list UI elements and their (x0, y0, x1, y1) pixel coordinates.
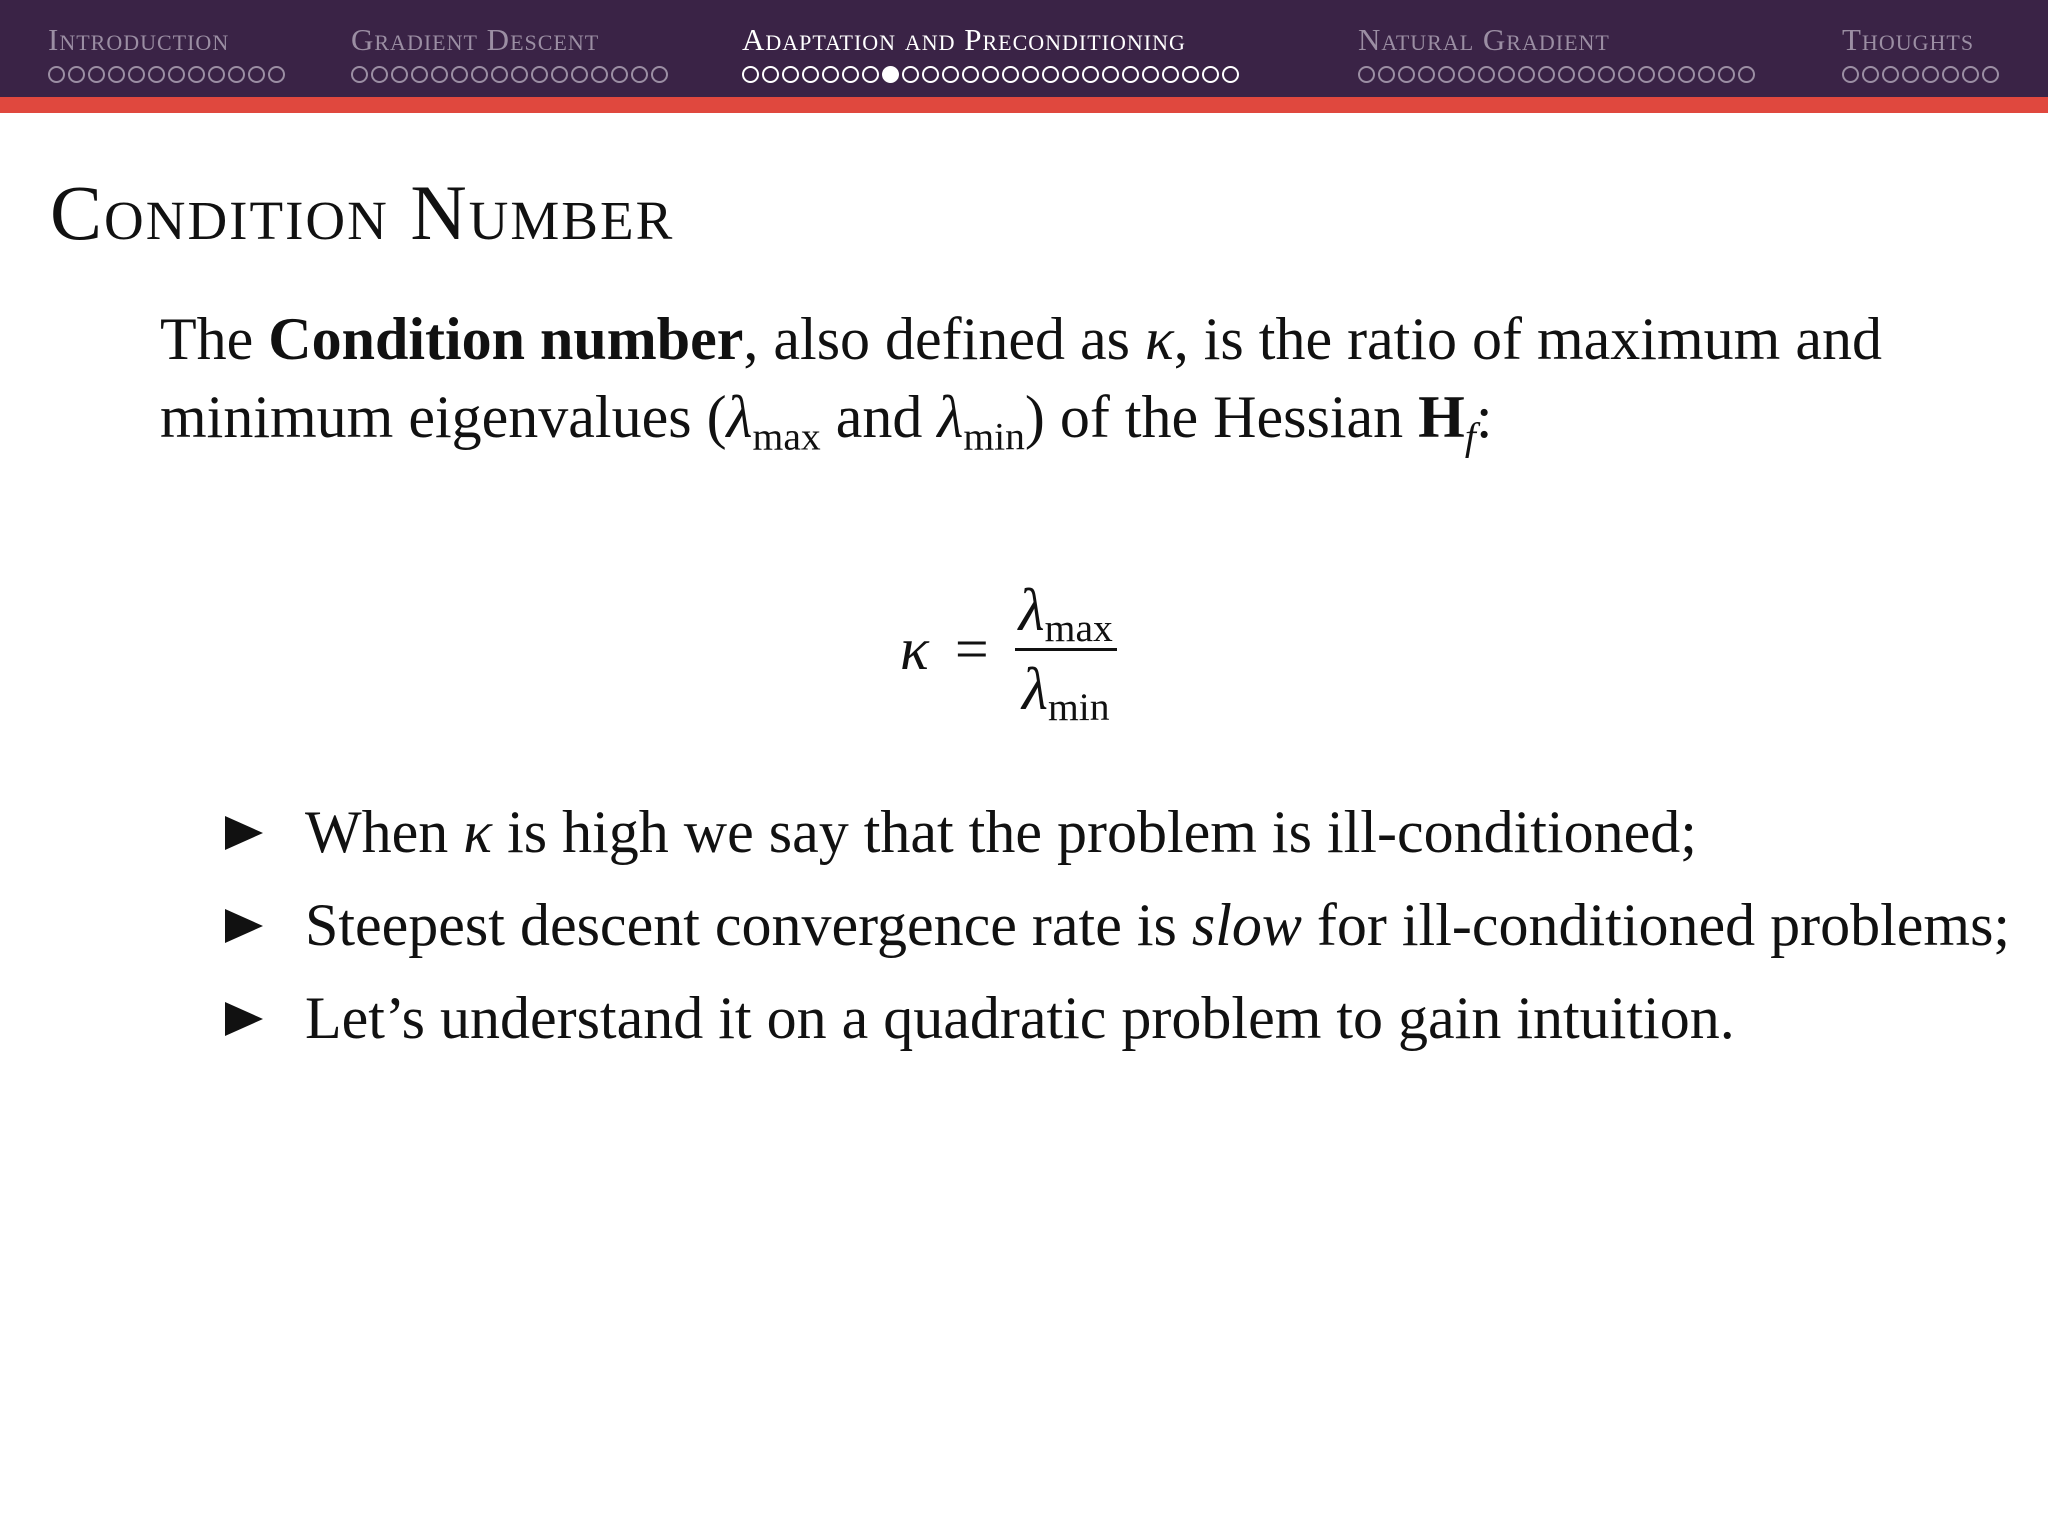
bullet-text (305, 798, 1697, 867)
slide-dot[interactable] (942, 66, 959, 83)
intro-text: , also defined as (743, 306, 1145, 372)
slide-dot[interactable] (1378, 66, 1395, 83)
lambda-symbol: λ (726, 384, 753, 450)
slide-dot[interactable] (551, 66, 568, 83)
slide-dot[interactable] (762, 66, 779, 83)
slide-dot[interactable] (1578, 66, 1595, 83)
slide-title: Condition Number (50, 169, 675, 256)
slide-dot[interactable] (742, 66, 759, 83)
slide-dot[interactable] (1222, 66, 1239, 83)
bullet-text: Let’s understand it on a quadratic problem to gain intuition. (305, 985, 1735, 1051)
slide-dot[interactable] (1022, 66, 1039, 83)
slide-dot[interactable] (1102, 66, 1119, 83)
slide-dot[interactable] (1538, 66, 1555, 83)
slide-dot[interactable] (248, 66, 265, 83)
kappa-symbol: κ (1144, 306, 1174, 372)
equals-sign: = (954, 616, 989, 682)
slide-dot[interactable] (591, 66, 608, 83)
slide-dot[interactable] (1358, 66, 1375, 83)
subscript-max: max (752, 414, 821, 459)
slide-dot[interactable] (982, 66, 999, 83)
intro-text: : (1475, 384, 1493, 450)
slide-dot[interactable] (1042, 66, 1059, 83)
lambda-symbol: λ (937, 384, 964, 450)
slide-dot[interactable] (531, 66, 548, 83)
nav-progress-dots (742, 66, 1239, 83)
slide-dot[interactable] (822, 66, 839, 83)
nav-section-title[interactable]: Natural Gradient (1358, 22, 1610, 57)
intro-text: The (160, 306, 269, 372)
slide-dot[interactable] (1002, 66, 1019, 83)
slide-dot[interactable] (1658, 66, 1675, 83)
bullet-text (305, 891, 2010, 960)
slide-dot[interactable] (1458, 66, 1475, 83)
nav-progress-dots (351, 66, 668, 83)
nav-section-title[interactable]: Thoughts (1842, 22, 1975, 57)
hessian-symbol: H (1418, 384, 1465, 450)
slide-dot[interactable] (782, 66, 799, 83)
slide-dot[interactable] (1598, 66, 1615, 83)
slide-dot[interactable] (391, 66, 408, 83)
slide-dot[interactable] (571, 66, 588, 83)
slide-dot[interactable] (351, 66, 368, 83)
slide-dot[interactable] (228, 66, 245, 83)
slide-dot[interactable] (1718, 66, 1735, 83)
slide-dot[interactable] (1062, 66, 1079, 83)
term-condition-number: Condition number (268, 306, 744, 372)
slide-dot[interactable] (1862, 66, 1879, 83)
slide-dot[interactable] (1518, 66, 1535, 83)
slide-dot[interactable] (1698, 66, 1715, 83)
slide-dot[interactable] (1558, 66, 1575, 83)
slide-dot[interactable] (188, 66, 205, 83)
slide-dot[interactable] (1398, 66, 1415, 83)
emphasis-slow: slow (1191, 892, 1302, 958)
slide-dot[interactable] (148, 66, 165, 83)
slide-dot[interactable] (1418, 66, 1435, 83)
nav-progress-dots (48, 66, 285, 83)
slide-dot[interactable] (128, 66, 145, 83)
slide-dot[interactable] (1122, 66, 1139, 83)
nav-section-title[interactable]: Introduction (48, 22, 230, 57)
slide-dot[interactable] (802, 66, 819, 83)
slide-dot[interactable] (168, 66, 185, 83)
slide-dot[interactable] (1498, 66, 1515, 83)
triangle-bullet-icon (225, 1002, 263, 1036)
list-item (225, 786, 2010, 879)
slide-dot[interactable] (1162, 66, 1179, 83)
slide-dot[interactable] (1438, 66, 1455, 83)
slide-dot[interactable] (651, 66, 668, 83)
bullet-list (225, 786, 2010, 1065)
fraction (1015, 572, 1117, 730)
navigation-bar (0, 0, 2048, 97)
slide-dot[interactable] (491, 66, 508, 83)
subscript-min: min (963, 414, 1025, 459)
fraction-numerator (1015, 572, 1117, 651)
current-slide-dot[interactable] (882, 66, 899, 83)
nav-progress-dots (1842, 66, 1999, 83)
slide-dot[interactable] (1618, 66, 1635, 83)
subscript-max: max (1044, 606, 1113, 651)
slide-dot[interactable] (1142, 66, 1159, 83)
slide-dot[interactable] (511, 66, 528, 83)
slide-dot[interactable] (1922, 66, 1939, 83)
slide-dot[interactable] (922, 66, 939, 83)
slide-dot[interactable] (1202, 66, 1219, 83)
list-item (225, 972, 2010, 1065)
fraction-denominator (1018, 651, 1114, 730)
slide-dot[interactable] (108, 66, 125, 83)
kappa-symbol: κ (463, 799, 493, 865)
slide-dot[interactable] (268, 66, 285, 83)
slide-dot[interactable] (1678, 66, 1695, 83)
intro-text: ) of the Hessian (1024, 384, 1419, 450)
bullet-text-part: Steepest descent convergence rate is (305, 892, 1192, 958)
slide-dot[interactable] (371, 66, 388, 83)
lambda-symbol: λ (1021, 656, 1048, 722)
hessian-subscript: f (1464, 414, 1476, 459)
triangle-bullet-icon (225, 909, 263, 943)
triangle-bullet-icon (225, 816, 263, 850)
slide-dot[interactable] (1478, 66, 1495, 83)
slide-dot[interactable] (1738, 66, 1755, 83)
intro-paragraph (160, 300, 1920, 459)
intro-text: and (820, 384, 938, 450)
slide-dot[interactable] (611, 66, 628, 83)
slide-dot[interactable] (471, 66, 488, 83)
slide-dot[interactable] (431, 66, 448, 83)
slide-dot[interactable] (88, 66, 105, 83)
subscript-min: min (1047, 685, 1110, 730)
slide-dot[interactable] (862, 66, 879, 83)
slide-dot[interactable] (1962, 66, 1979, 83)
slide-dot[interactable] (68, 66, 85, 83)
bullet-text-part: When (305, 799, 464, 865)
nav-section-title[interactable]: Gradient Descent (351, 22, 600, 57)
slide-dot[interactable] (962, 66, 979, 83)
slide-dot[interactable] (1842, 66, 1859, 83)
slide-dot[interactable] (1882, 66, 1899, 83)
list-item (225, 879, 2010, 972)
slide-dot[interactable] (1942, 66, 1959, 83)
slide-dot[interactable] (1638, 66, 1655, 83)
slide-dot[interactable] (1082, 66, 1099, 83)
lambda-symbol: λ (1018, 577, 1045, 643)
slide-dot[interactable] (411, 66, 428, 83)
nav-progress-dots (1358, 66, 1755, 83)
slide-dot[interactable] (1902, 66, 1919, 83)
slide-dot[interactable] (902, 66, 919, 83)
bullet-text-part: for ill-conditioned problems; (1301, 892, 2011, 958)
slide-dot[interactable] (842, 66, 859, 83)
slide-dot[interactable] (48, 66, 65, 83)
accent-bar (0, 97, 2048, 113)
condition-number-equation (900, 572, 1117, 730)
nav-section-title[interactable]: Adaptation and Preconditioning (742, 22, 1186, 57)
bullet-text-part: is high we say that the problem is ill-conditioned; (492, 799, 1697, 865)
slide-dot[interactable] (451, 66, 468, 83)
slide-dot[interactable] (1182, 66, 1199, 83)
intro-text: , is the ratio of maximum and minimum eigenvalues ( (160, 306, 1882, 450)
equation-lhs: κ (900, 616, 929, 682)
slide-dot[interactable] (208, 66, 225, 83)
slide-dot[interactable] (1982, 66, 1999, 83)
slide-dot[interactable] (631, 66, 648, 83)
